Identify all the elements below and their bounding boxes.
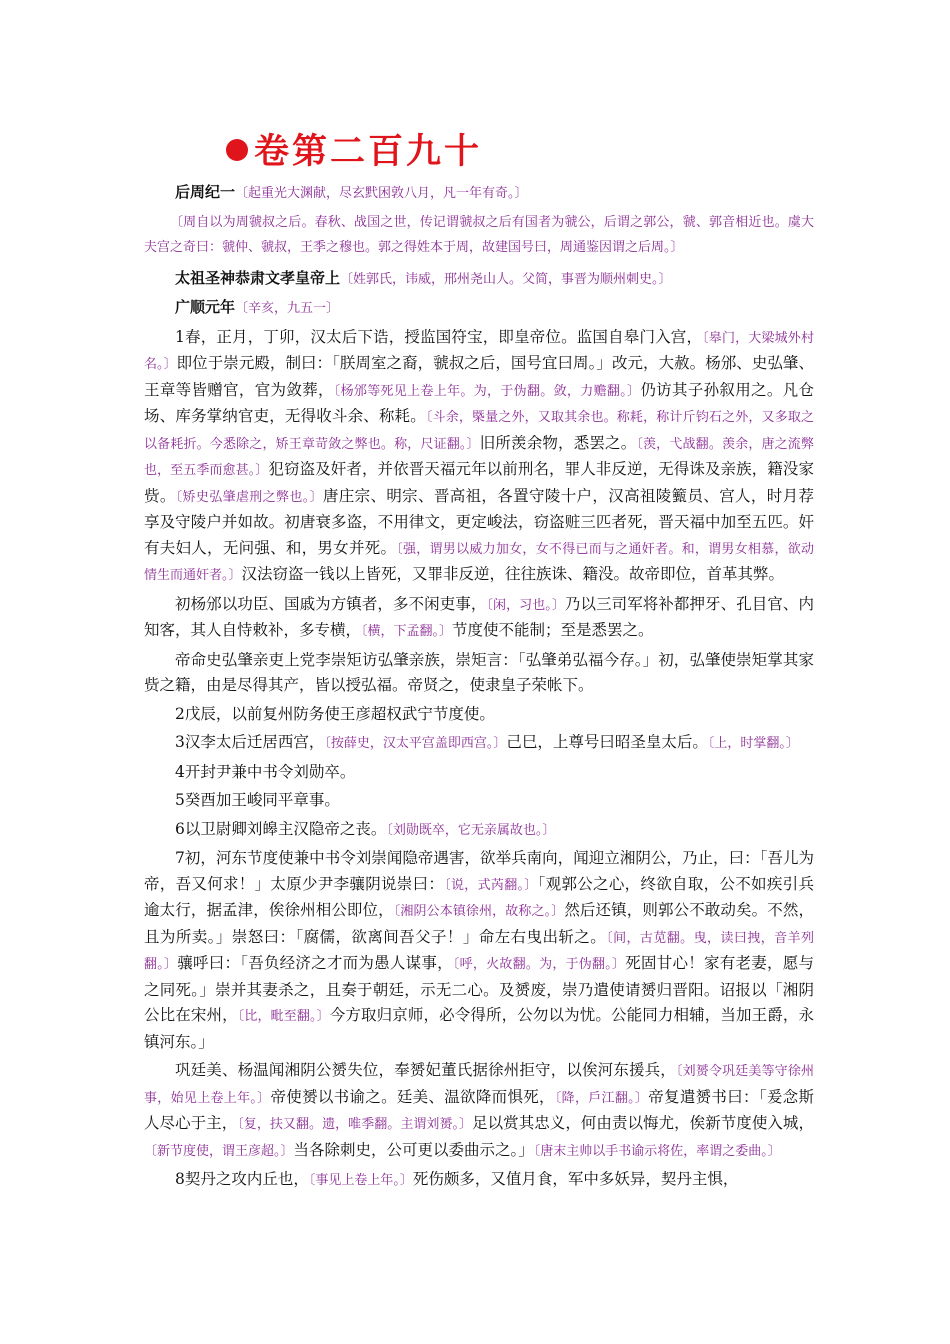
bullet-icon	[226, 139, 248, 161]
body-paragraph	[144, 788, 814, 814]
annotation: 〔比，毗至翻。〕	[237, 1009, 330, 1024]
body-paragraph	[144, 1167, 814, 1194]
main-text: 旧所羡余物，悉罢之。	[479, 433, 637, 452]
main-text: 死固甘心！家有老妻，愿与之同死。」崇并其妻杀之，且奏于朝廷，示无二心。及赟废，崇乃遣使请赟归晋阳。诏报以「湘阴公比在宋州，	[144, 954, 814, 1024]
body-paragraph	[144, 702, 814, 728]
body-paragraph	[144, 1058, 814, 1164]
annotation: 〔闲，习也。〕	[486, 597, 565, 613]
main-text: 然后还镇，则郭公不敢动矣。不然，且为所卖。」崇怒曰：「腐儒，欲离间吾父子！」命左右曳出斩之。	[144, 901, 814, 946]
section-heading: 广顺元年〔辛亥，九五一〕	[175, 298, 340, 316]
body-paragraph	[144, 730, 814, 757]
chapter-title	[226, 128, 814, 176]
main-text: 3汉李太后迁居西宫，	[175, 733, 325, 751]
annotation: 〔横，下孟翻。〕	[361, 624, 453, 639]
main-text: 死伤颇多，又值月食，军中多妖异，契丹主惧，	[412, 1170, 739, 1188]
body-paragraph	[144, 760, 814, 786]
section-heading: 后周纪一〔起重光大渊献，尽玄黓困敦八月，凡一年有奇。〕	[175, 183, 528, 201]
annotation: 〔新节度使，谓王彦超。〕	[144, 1143, 294, 1159]
annotation: 〔皋门，大梁城外村名。〕	[144, 330, 814, 372]
body-paragraph	[144, 648, 814, 699]
main-text: 唐庄宗、明宗、晋高祖，各置守陵十户，汉高祖陵籈员、宫人，时月荐享及守陵户并如故。初唐衰多盗，不用律文，更定峻法，窃盗赃三匹者死，晋天福中加至五匹。奸有夫妇人，无问强、和，男女并死。	[144, 486, 814, 557]
main-text: 初杨邠以功臣、国戚为方镇者，多不闲吏事，	[175, 594, 487, 613]
main-text: 节度使不能制；至是悉罢之。	[452, 621, 654, 639]
annotation: 〔事见上卷上年。〕	[308, 1173, 413, 1188]
main-text: 「观郭公之心，终欲自取，公不如疾引兵逾太行，据孟津，俟徐州相公即位，	[144, 874, 814, 919]
body-text	[144, 325, 814, 1194]
annotation: 〔复，扶又翻。遗，唯季翻。主谓刘赟。〕	[237, 1117, 473, 1132]
annotation: 〔呼，火故翻。为，于伪翻。〕	[452, 957, 626, 972]
document-page	[144, 128, 814, 1197]
body-paragraph	[144, 325, 814, 589]
section-annotation: 〔周自以为周虢叔之后。春秋、战国之世，传记谓虢叔之后有国者为虢公，后谓之郭公，虢、郭音相近也。虞大夫宫之奇曰：虢仲、虢叔，王季之穆也。郭之得姓本于周，故建国号曰，周通鉴因谓之后周。〕	[144, 214, 814, 255]
main-text: 7初，河东节度使兼中书令刘崇闻隐帝遇害，欲举兵南向，闻迎立湘阴公，乃止，曰：「吾儿为帝，吾又何求！」太原少尹李骧阴说崇曰：	[144, 849, 814, 893]
annotation: 〔羡，弋战翻。羡余，唐之流弊也，至五季而愈甚。〕	[144, 436, 814, 478]
annotation: 〔降，戶江翻。〕	[554, 1090, 649, 1106]
main-text: 汉法窃盗一钱以上皆死，又罪非反逆，往往族诛、籍没。故帝即位，首革其弊。	[241, 565, 785, 583]
section-heading: 太祖圣神恭肃文孝皇帝上〔姓郭氏，讳威，邢州尧山人。父简，事晋为顺州刺史。〕	[175, 268, 672, 287]
annotation: 〔说，式芮翻。〕	[444, 877, 538, 893]
main-text: 6以卫尉卿刘皞主汉隐帝之丧。	[175, 819, 387, 838]
main-text: 帝使赟以书谕之。廷美、温欲降而惧死，	[270, 1087, 555, 1106]
annotation: 〔唐末主帅以手书谕示将佐，率谓之委曲。〕	[533, 1143, 781, 1159]
annotation: 〔按薛史，汉太平宫盖即西宫。〕	[324, 736, 507, 751]
body-paragraph	[144, 846, 814, 1055]
main-text: 当各除刺史，公可更以委曲示之。」	[293, 1140, 534, 1159]
main-text: 骧呼曰：「吾负经济之才而为愚人谋事，	[177, 954, 453, 972]
main-text: 巩廷美、杨温闻湘阴公赟失位，奉赟妃董氏据徐州拒守，以俟河东援兵，	[175, 1061, 676, 1079]
body-paragraph	[144, 592, 814, 645]
main-text: 乃以三司军将补都押牙、孔目官、内知客，其人自恃敕补，多专横，	[144, 594, 814, 639]
main-text: 5癸酉加王峻同平章事。	[175, 791, 340, 809]
main-text: 2戊辰，以前复州防务使王彦超权武宁节度使。	[175, 704, 495, 723]
main-text: 足以赏其忠义，何由责以悔尤，俟新节度使入城，	[472, 1114, 814, 1132]
annotation: 〔间，古苋翻。曳，读曰拽，音羊列翻。〕	[144, 930, 814, 972]
main-text: 即位于崇元殿，制曰：「朕周室之裔，虢叔之后，国号宜曰周。」改元，大赦。杨邠、史弘肇、王章等皆赠官，官为敛葬，	[144, 354, 814, 399]
annotation: 〔矫史弘肇虐刑之弊也。〕	[175, 489, 323, 505]
annotation: 〔上，时掌翻。〕	[707, 736, 799, 751]
annotation: 〔斗余，槩量之外，又取其余也。称耗，称计斤钧石之外，又多取之以备耗折。今悉除之，矫王章苛敛之弊也。称，尺证翻。〕	[144, 410, 814, 452]
annotation: 〔强，谓男以威力加女，女不得已而与之通奸者。和，谓男女相慕，欲动情生而通奸者。〕	[144, 541, 814, 583]
annotation: 〔杨邠等死见上卷上年。为，于伪翻。敛，力赡翻。〕	[333, 383, 641, 399]
main-text: 犯窃盗及奸者，并依晋天福元年以前刑名，罪人非反逆，无得诛及亲族，籍没家赀。	[144, 460, 814, 505]
main-text: 己巳，上尊号曰昭圣皇太后。	[506, 733, 708, 751]
annotation: 〔刘赟令巩廷美等守徐州事，始见上卷上年。〕	[144, 1064, 814, 1106]
main-text: 仍访其子孙叙用之。凡仓场、库务掌纳官吏，无得收斗余、称耗。	[144, 380, 814, 425]
chapter-title-text: 卷第二百九十	[254, 131, 483, 172]
main-text: 帝命史弘肇亲吏上党李崇矩访弘肇亲族，崇矩言：「弘肇弟弘福今存。」初，弘肇使崇矩掌其家赀之籍，由是尽得其产，皆以授弘福。帝贤之，使隶皇子荣帐下。	[144, 650, 814, 694]
main-text: 8契丹之攻内丘也，	[175, 1170, 309, 1188]
main-text: 今方取归京师，必令得所，公勿以为忧。公能同力相辅，当加王爵，永镇河东。」	[144, 1006, 814, 1051]
main-text: 帝复遣赟书曰：「爰念斯人尽心于主，	[144, 1087, 814, 1132]
body-paragraph	[144, 817, 814, 844]
annotation: 〔刘勋既卒，它无亲属故也。〕	[386, 822, 556, 838]
main-text: 4开封尹兼中书令刘勋卒。	[175, 762, 356, 781]
annotation: 〔湘阴公本镇徐州，故称之。〕	[393, 904, 565, 919]
main-text: 1春，正月，丁卯，汉太后下诰，授监国符宝，即皇帝位。监国自皋门入宫，	[175, 327, 703, 346]
